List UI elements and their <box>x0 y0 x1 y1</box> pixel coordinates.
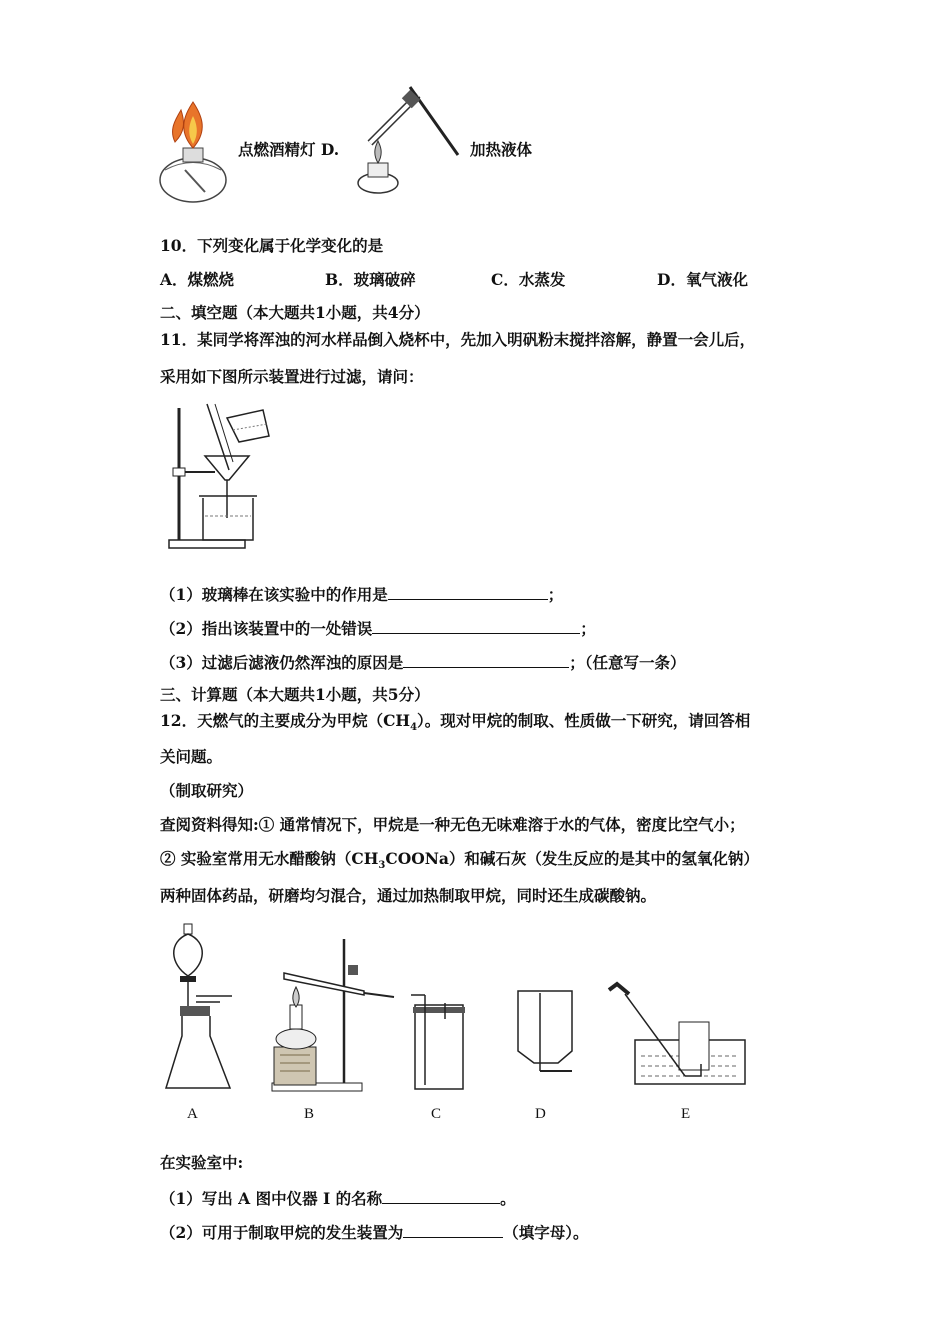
apparatus-a-figure <box>160 918 240 1098</box>
apparatus-c-figure <box>405 985 470 1095</box>
q10-option-b: B．玻璃破碎 <box>325 270 416 289</box>
section2-heading: 二、填空题（本大题共1小题，共4分） <box>160 303 430 322</box>
apparatus-label-a: A <box>187 1106 198 1122</box>
apparatus-d-figure <box>510 985 580 1085</box>
q12-sub2: （2）可用于制取甲烷的发生装置为 <box>160 1223 404 1242</box>
q11-sub1: （1）玻璃棒在该实验中的作用是 <box>160 585 388 604</box>
option-d-text: 加热液体 <box>470 140 533 159</box>
apparatus-label-b: B <box>304 1106 315 1122</box>
q12-stem-subscript: 4 <box>410 722 418 734</box>
q11-sub1-end: ； <box>547 585 564 604</box>
q12-stem-a: 12．天燃气的主要成分为甲烷（CH <box>160 711 411 730</box>
apparatus-e-figure <box>605 980 755 1090</box>
q12-info2b: COONa）和碱石灰（发生反应的是其中的氢氧化钠） <box>385 849 759 868</box>
q12-info1: 查阅资料得知:① 通常情况下，甲烷是一种无色无味难溶于水的气体，密度比空气小； <box>160 815 745 834</box>
answer-blank[interactable] <box>382 1187 500 1204</box>
answer-blank[interactable] <box>372 617 580 634</box>
q12-in-lab: 在实验室中: <box>160 1153 244 1172</box>
q12-info3: 两种固体药品，研磨均匀混合，通过加热制取甲烷，同时还生成碳酸钠。 <box>160 886 657 905</box>
apparatus-label-e: E <box>681 1106 691 1122</box>
heating-liquid-figure <box>350 85 460 200</box>
q12-research: （制取研究） <box>160 781 254 800</box>
alcohol-lamp-figure <box>155 100 235 208</box>
q10-option-a: A．煤燃烧 <box>160 270 235 289</box>
q10-option-c: C．水蒸发 <box>491 270 566 289</box>
q11-sub3-end: ；（任意写一条） <box>569 653 686 672</box>
q12-info2a: ② 实验室常用无水醋酸钠（CH <box>160 849 379 868</box>
option-c-text: 点燃酒精灯 <box>238 140 316 159</box>
q12-sub2-end: （填字母）。 <box>503 1223 589 1242</box>
q10-stem: 10．下列变化属于化学变化的是 <box>160 236 384 255</box>
q12-info2-subscript: 3 <box>378 860 386 872</box>
q11-sub3: （3）过滤后滤液仍然浑浊的原因是 <box>160 653 404 672</box>
answer-blank[interactable] <box>403 651 569 668</box>
q11-sub2: （2）指出该装置中的一处错误 <box>160 619 373 638</box>
apparatus-label-d: D <box>535 1106 546 1122</box>
q12-stem-b: ）。现对甲烷的制取、性质做一下研究，请回答相 <box>417 711 751 730</box>
option-d-prefix: D. <box>320 140 340 159</box>
q12-sub1-end: 。 <box>500 1189 516 1208</box>
q11-stem-line1: 11．某同学将浑浊的河水样品倒入烧杯中，先加入明矾粉末搅拌溶解，静置一会儿后， <box>160 330 756 349</box>
q11-sub2-end: ； <box>580 619 596 638</box>
apparatus-b-figure <box>268 935 398 1093</box>
section3-heading: 三、计算题（本大题共1小题，共5分） <box>160 685 430 704</box>
filtration-apparatus-figure <box>165 400 275 555</box>
q10-option-d: D．氧气液化 <box>657 270 748 289</box>
q11-stem-line2: 采用如下图所示装置进行过滤，请问： <box>160 367 424 386</box>
answer-blank[interactable] <box>388 583 548 600</box>
q12-sub1: （1）写出 A 图中仪器 I 的名称 <box>160 1189 383 1208</box>
answer-blank[interactable] <box>403 1221 503 1238</box>
q12-stem-line2: 关问题。 <box>160 747 223 766</box>
apparatus-label-c: C <box>431 1106 442 1122</box>
